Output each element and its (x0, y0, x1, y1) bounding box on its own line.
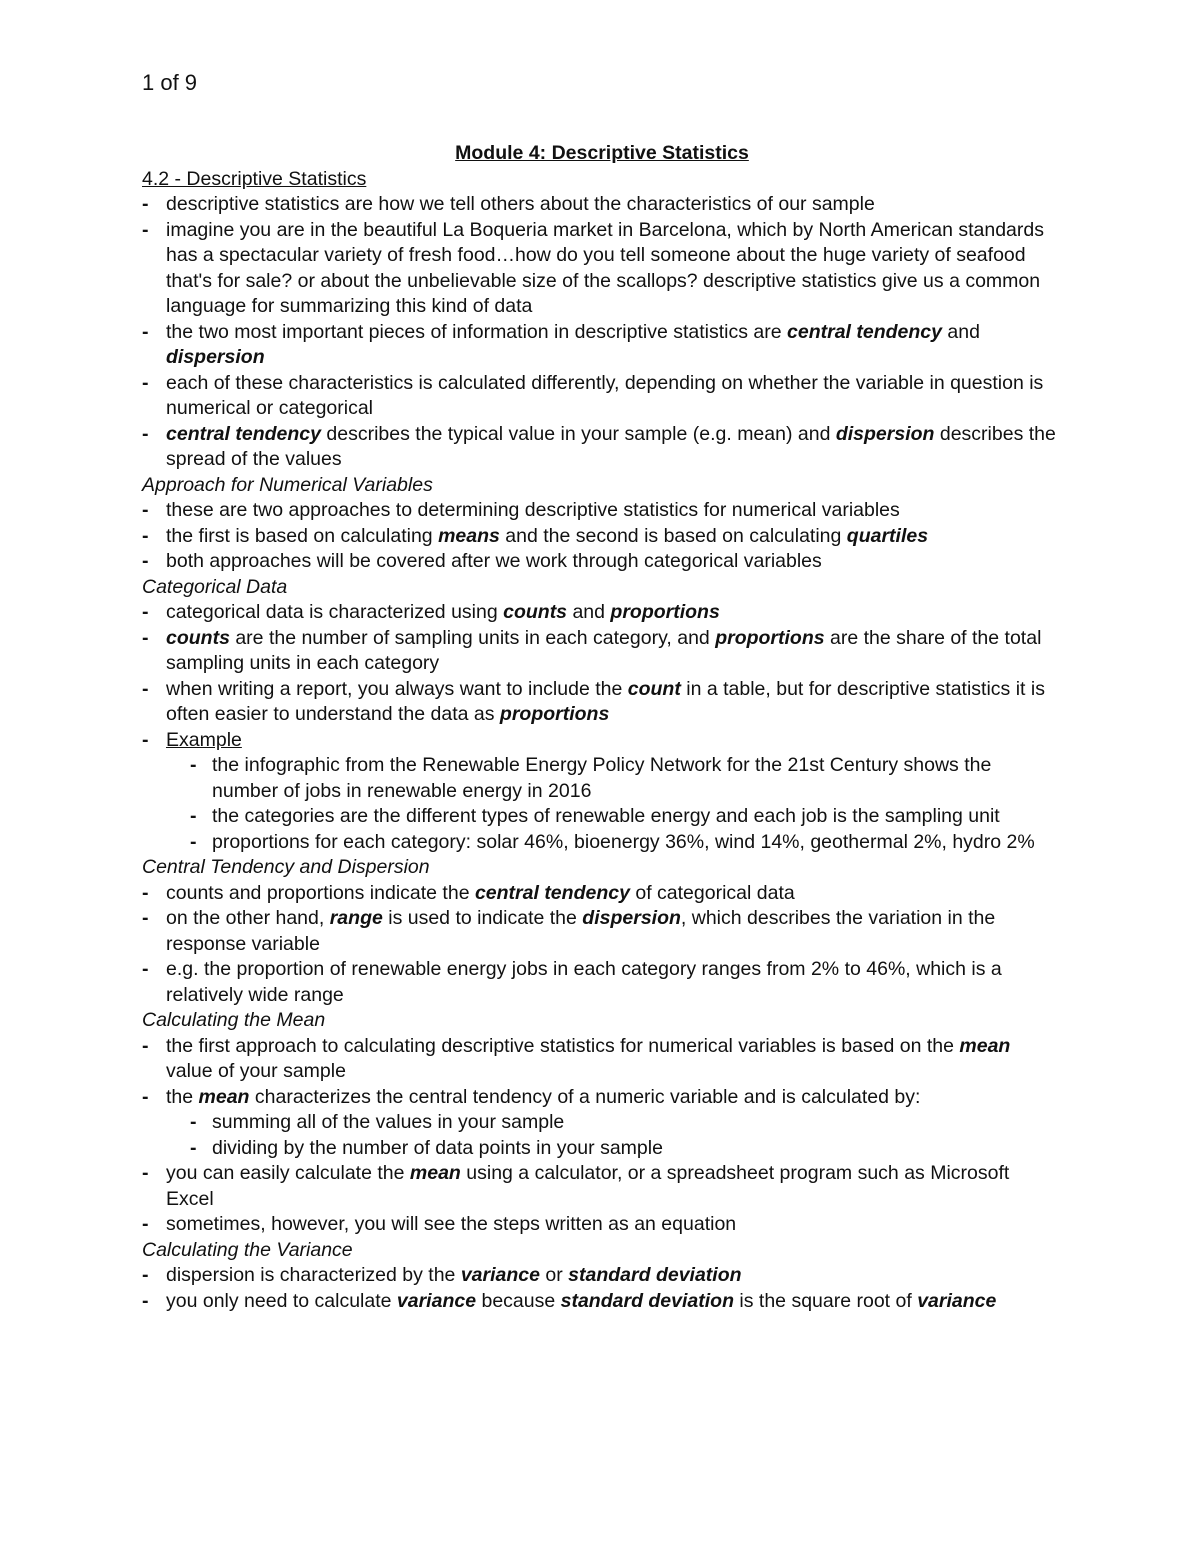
list-item: - imagine you are in the beautiful La Boqueria market in Barcelona, which by North American standards has a spectacular variety of fresh food…how do you tell someone about the huge variety of seafood that's for sale? or about the unbelievable size of the scallops? descriptive statistics give us a common language for summarizing this kind of data (142, 218, 1062, 320)
section-heading: Central Tendency and Dispersion (142, 856, 430, 878)
page-content (142, 141, 1062, 1314)
section-heading: Categorical Data (142, 575, 288, 598)
list-item: - both approaches will be covered after we work through categorical variables (142, 549, 1062, 575)
key-term: count (627, 677, 681, 700)
list-item: - the mean characterizes the central tendency of a numeric variable and is calculated by: - summing all of the values in your sample - dividing by the number of data points in your sample (142, 1085, 1062, 1162)
key-term: dispersion (166, 346, 265, 368)
key-term: standard deviation (560, 1289, 734, 1312)
example-label: Example (166, 728, 242, 751)
list-item: - the categories are the different types of renewable energy and each job is the sampling unit (190, 804, 1062, 830)
key-term: proportions (499, 703, 610, 725)
intro-list (142, 192, 1062, 473)
list-item: - counts and proportions indicate the central tendency of categorical data (142, 881, 1062, 907)
steps-list (190, 1110, 1062, 1161)
central-list (142, 881, 1062, 1009)
list-item: - descriptive statistics are how we tell others about the characteristics of our sample (142, 192, 1062, 218)
list-item: - dispersion is characterized by the variance or standard deviation (142, 1263, 1062, 1289)
list-item: - you can easily calculate the mean using a calculator, or a spreadsheet program such as Microsoft Excel (142, 1161, 1062, 1212)
page-title: Module 4: Descriptive Statistics (455, 142, 749, 164)
list-item: - summing all of the values in your sample (190, 1110, 1062, 1136)
key-term: range (329, 907, 383, 929)
list-item: - these are two approaches to determining descriptive statistics for numerical variables (142, 498, 1062, 524)
list-item: - categorical data is characterized using counts and proportions (142, 600, 1062, 626)
key-term: means (438, 524, 500, 547)
page-number: 1 of 9 (142, 70, 198, 95)
list-item: - central tendency describes the typical value in your sample (e.g. mean) and dispersion describes the spread of the values (142, 422, 1062, 473)
section-subtitle: 4.2 - Descriptive Statistics (142, 167, 367, 190)
section-heading: Calculating the Mean (142, 1009, 326, 1031)
list-item: - sometimes, however, you will see the steps written as an equation (142, 1212, 1062, 1238)
list-item: - dividing by the number of data points in your sample (190, 1136, 1062, 1162)
example-list (190, 753, 1062, 855)
key-term: mean (959, 1034, 1011, 1057)
key-term: mean (198, 1085, 250, 1108)
list-item: - counts are the number of sampling units in each category, and proportions are the share of the total sampling units in each category (142, 626, 1062, 677)
key-term: counts (503, 601, 568, 623)
key-term: quartiles (846, 524, 929, 547)
list-item: - the first is based on calculating means and the second is based on calculating quartiles (142, 524, 1062, 550)
list-item: - e.g. the proportion of renewable energy jobs in each category ranges from 2% to 46%, which is a relatively wide range (142, 957, 1062, 1008)
key-term: mean (409, 1162, 461, 1184)
key-term: counts (166, 626, 230, 649)
section-heading: Approach for Numerical Variables (142, 473, 433, 496)
key-term: central tendency (474, 881, 630, 904)
list-item: - the infographic from the Renewable Energy Policy Network for the 21st Century shows the number of jobs in renewable energy in 2016 (190, 753, 1062, 804)
key-term: variance (917, 1289, 997, 1312)
list-item: - the first approach to calculating descriptive statistics for numerical variables is based on the mean value of your sample (142, 1034, 1062, 1085)
numerical-list (142, 498, 1062, 575)
list-item: - on the other hand, range is used to indicate the dispersion, which describes the variation in the response variable (142, 906, 1062, 957)
key-term: central tendency (787, 320, 942, 343)
key-term: dispersion (835, 422, 935, 445)
list-item (142, 728, 1062, 856)
list-item: - proportions for each category: solar 46%, bioenergy 36%, wind 14%, geothermal 2%, hydro 2% (190, 830, 1062, 856)
categorical-list (142, 600, 1062, 855)
list-item: - each of these characteristics is calculated differently, depending on whether the variable in question is numerical or categorical (142, 371, 1062, 422)
key-term: dispersion (582, 907, 681, 929)
key-term: variance (396, 1289, 477, 1312)
list-item: - you only need to calculate variance because standard deviation is the square root of variance (142, 1289, 1062, 1315)
mean-list (142, 1034, 1062, 1238)
variance-list (142, 1263, 1062, 1314)
key-term: standard deviation (568, 1264, 742, 1286)
key-term: proportions (715, 626, 825, 649)
list-item: - when writing a report, you always want to include the count in a table, but for descriptive statistics it is often easier to understand the data as proportions (142, 677, 1062, 728)
key-term: central tendency (166, 422, 321, 445)
key-term: variance (460, 1264, 540, 1286)
key-term: proportions (610, 601, 720, 623)
section-heading: Calculating the Variance (142, 1238, 353, 1261)
list-item: - the two most important pieces of information in descriptive statistics are central tendency and dispersion (142, 320, 1062, 371)
